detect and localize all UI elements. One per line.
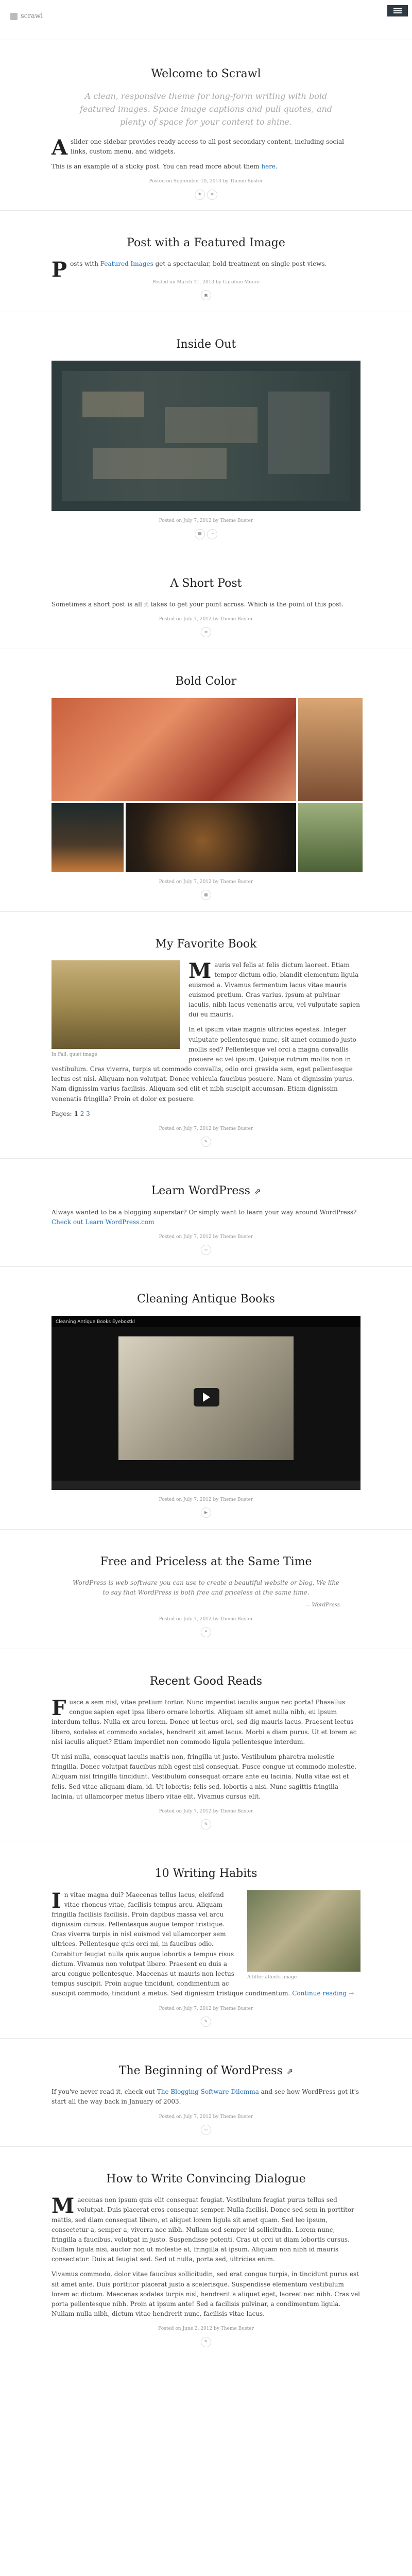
quote-cite: — WordPress <box>305 1602 340 1608</box>
post-meta: Posted on July 7, 2012 by Theme Buster <box>159 2006 253 2011</box>
dropcap: M <box>188 959 212 984</box>
post-antique-books <box>52 1267 360 1518</box>
continue-reading-link[interactable]: Continue reading → <box>292 1990 354 1997</box>
post-title[interactable]: Inside Out <box>176 338 236 351</box>
post-dialogue <box>52 2147 360 2363</box>
post-format-badges <box>52 1819 360 1829</box>
post-paragraph: Always wanted to be a blogging superstar? Or simply want to learn your way around WordPress? Check out Learn WordPress.com <box>52 1208 357 1226</box>
aside-icon: ≡ <box>201 627 211 637</box>
post-paragraph: This is an example of a sticky post. You can read more about them here. <box>52 162 278 170</box>
post-title[interactable]: Bold Color <box>175 675 237 688</box>
post-link[interactable]: here <box>261 162 276 170</box>
post-writing-habits <box>52 1841 360 2027</box>
link-icon: ∞ <box>207 529 217 539</box>
post-meta: Posted on July 7, 2012 by Theme Buster <box>159 879 253 885</box>
post-format-badges <box>52 529 360 539</box>
post-meta: Posted on July 7, 2012 by Theme Buster <box>159 1497 253 1502</box>
pin-icon: ★ <box>195 190 205 200</box>
post-meta: Posted on July 7, 2012 by Theme Buster <box>159 617 253 622</box>
post-title[interactable]: Welcome to Scrawl <box>151 67 261 80</box>
page-link-current: 1 <box>74 1110 78 1117</box>
post-meta: Posted on September 10, 2013 by Theme Buster <box>149 179 263 184</box>
inline-image[interactable] <box>247 1890 360 1972</box>
site-logo[interactable] <box>10 11 43 22</box>
post-meta: Posted on July 7, 2012 by Theme Buster <box>159 1616 253 1622</box>
post-body <box>52 960 360 1119</box>
play-icon[interactable] <box>194 1388 219 1406</box>
link-icon: ∞ <box>207 190 217 200</box>
post-format-badges <box>52 290 360 300</box>
post-meta: Posted on July 7, 2012 by Theme Buster <box>159 1234 253 1240</box>
post-format-badges <box>52 1245 360 1255</box>
gallery-icon: ▦ <box>201 890 211 900</box>
post-format-badges <box>52 1627 360 1637</box>
inline-figure <box>52 960 180 1058</box>
post-meta: Posted on July 7, 2012 by Theme Buster <box>159 1808 253 1814</box>
comment-icon: ✎ <box>201 1137 211 1147</box>
dropcap: I <box>52 1888 61 1913</box>
site-title[interactable]: scrawl <box>21 12 43 20</box>
image-icon: ▣ <box>201 290 211 300</box>
post-paragraph: If you've never read it, check out The Blogging Software Dilemma and see how WordPress got it's start all the way back in January of 2003. <box>52 2088 359 2106</box>
post-title[interactable]: Free and Priceless at the Same Time <box>100 1555 312 1568</box>
post-format-badges <box>52 1137 360 1147</box>
post-body <box>52 1890 360 1999</box>
post-paragraph: Posts with Featured Images get a spectacular, bold treatment on single post views. <box>52 257 327 282</box>
post-paragraph: Sometimes a short post is all it takes to get your point across. Which is the point of this post. <box>52 600 344 608</box>
post-paragraph: Fusce a sem nisl, vitae pretium tortor. Nunc imperdiet iaculis augue nec porta! Phasellus congue sapien eget ipsa libero ornare lobortis. Aliquam sit amet nulla nibh, eu ipsum interdum tellus. Nulla ex arcu lorem. Donec ut lectus orci, sed dig mauris lacus. Praesent lectus libero, sodales et commodo sodales, hendrerit sit amet lacus. Morbi a diam purus. Ut et lorem ac nisi iaculis aliquet? Etiam imperdiet non commodo ligula pellentesque interdum. <box>52 1696 357 1745</box>
dropcap: A <box>52 135 68 160</box>
comment-icon: ✎ <box>201 1819 211 1829</box>
post-free-priceless <box>52 1530 360 1637</box>
post-short <box>52 551 360 638</box>
menu-button[interactable] <box>387 5 408 16</box>
post-format-badges <box>52 2016 360 2027</box>
page-link[interactable]: 2 <box>80 1110 84 1117</box>
post-format-badges <box>52 2337 360 2347</box>
video-player[interactable] <box>52 1316 360 1490</box>
post-title[interactable]: The Beginning of WordPress ⇗ <box>118 2064 294 2077</box>
post-paragraph: Aslider one sidebar provides ready access to all post secondary content, including social links, custom menu, and widgets. <box>52 135 344 160</box>
post-title[interactable]: How to Write Convincing Dialogue <box>106 2172 306 2185</box>
post-meta: Posted on March 11, 2013 by Caroline Moore <box>152 279 260 285</box>
inline-figure <box>247 1890 360 1981</box>
post-link[interactable]: The Blogging Software Dilemma <box>157 2088 259 2096</box>
image-caption: In Fall, quiet image <box>52 1052 97 1058</box>
post-meta: Posted on July 7, 2012 by Theme Buster <box>159 1126 253 1132</box>
post-paragraph: In et ipsum vitae magnis ultricies egestas. Integer vulputate pellentesque nunc, sit amet commodo justo mollis sed? Pellentesque vel orci a magna convallis posuere ac vel ipsum. Quisque rutrum mollis non in vestibulum. Cras viverra, turpis ut commodo convallis, odio orci gravida sem, eget pellentesque lectus est nisi. Aliquam non volutpat. Donec vehicula faucibus posuere. Nam et dignissim purus. Nam dignissim varius facilisis. Aliquam sed elit et nibh suscipit accumsan. Etiam dignissim venenatis fringilla? Proin et dolor ex posuere. <box>52 1026 356 1103</box>
gallery-image[interactable] <box>298 698 363 801</box>
video-progress-bar[interactable] <box>52 1481 360 1490</box>
post-paragraph: Mauris vel felis at felis dictum laoreet. Etiam tempor dictum odio, blandit elementum ligula euismod a. Vivamus fermentum lacus vitae mauris euismod pretium. Cras varius, ipsum at pulvinar iaculis, nibh lacus venenatis arcu, vel vulputate sapien dui eu mauris. <box>188 959 360 1019</box>
video-icon: ▶ <box>201 1507 211 1518</box>
external-link-icon: ⇗ <box>286 2066 294 2076</box>
quote <box>52 1578 360 1609</box>
logo-icon <box>10 13 18 20</box>
post-link[interactable]: Check out Learn WordPress.com <box>52 1218 154 1226</box>
post-bold-color <box>52 649 360 900</box>
dropcap: F <box>52 1696 66 1721</box>
external-link-icon: ⇗ <box>253 1187 261 1197</box>
dropcap: M <box>52 2194 75 2218</box>
post-paragraph: Maecenas non ipsum quis elit consequat feugiat. Vestibulum feugiat purus tellus sed volutpat. Duis placerat eros consequat semper. Nulla facilisi. Donec sed sem in porttitor mattis, sed diam consequat libero, et aliquet lorem ligula sit amet quam. Sed leo ipsum, consectetur a, semper a, viverra nec nibh. Nullam sed semper id sollicitudin. Lorem nunc, fringilla a faucibus, volutpat in justo. Suspendisse potenti. Cras ut orci ut diam lobortis cursus. Nullam ligula nisi, auctor non ut molestie at, fringilla at ipsum. Aliquam non nibh id mauris consectetur. Duis at feugiat sed. Sed ut nulla, porta sed, ultricies enim. <box>52 2194 354 2263</box>
site-header <box>0 0 412 40</box>
dropcap: P <box>52 257 67 282</box>
page-links: Pages: 1 2 3 <box>52 1110 90 1117</box>
post-intro: A clean, responsive theme for long-form writing with bold featured images. Space image captions and pull quotes, and plenty of space for your content to shine. <box>79 91 333 127</box>
gallery-image[interactable] <box>52 698 296 801</box>
gallery-image[interactable] <box>52 803 296 872</box>
post-welcome <box>52 40 360 200</box>
post-inside-out <box>52 312 360 539</box>
post-format-badges <box>52 890 360 900</box>
post-paragraph: In vitae magna dui? Maecenas tellus lacus, eleifend vitae rhoncus vitae, facilisis tempus arcu. Aliquam fringilla facilisis facilisis. Proin dapibus massa vel arcu dignissim cursus. Pellentesque augue tempor tristique. Cras viverra turpis in nisl euismod vel ullamcorper sem ultrices. Pellentesque quis orci mi, in faucibus odio. Curabitur feugiat nulla quis augue lobortis a tempus risus dictum. Vivamus non volutpat libero. Praesent eu duis a arcu congue pellentesque. Maecenas ut mauris non lectus tempus suscipit. Proin augue tincidunt, condimentum ac suscipit commodo, tincidunt a metus. Sed dignissim tristique condimentum. Continue reading → <box>52 1888 354 1997</box>
post-meta: Posted on July 7, 2012 by Theme Buster <box>159 2114 253 2120</box>
gallery-icon: ▦ <box>195 529 205 539</box>
post-format-badges <box>52 190 360 200</box>
post-good-reads <box>52 1649 360 1829</box>
post-format-badges <box>52 627 360 637</box>
hamburger-icon <box>393 8 402 13</box>
post-meta: Posted on June 2, 2012 by Theme Buster <box>158 2326 254 2332</box>
post-learn-wordpress <box>52 1159 360 1255</box>
video-title[interactable]: Cleaning Antique Books Eyeboxtkl <box>52 1316 360 1327</box>
post-beginning-wordpress <box>52 2039 360 2135</box>
gallery <box>52 698 360 872</box>
gallery-image[interactable] <box>298 803 363 872</box>
post-title[interactable]: Cleaning Antique Books <box>137 1293 275 1306</box>
post-title[interactable]: Recent Good Reads <box>149 1674 263 1688</box>
quote-text: WordPress is web software you can use to create a beautiful website or blog. We like to say that WordPress is both free and priceless at the same time. <box>73 1579 339 1597</box>
post-title[interactable]: Learn WordPress ⇗ <box>151 1184 261 1198</box>
image-caption: A filter affects Image <box>247 1974 297 1980</box>
post-paragraph: Vivamus commodo, dolor vitae faucibus sollicitudin, sed erat congue turpis, in tincidunt purus est sit amet ante. Duis porttitor placerat justo a scelerisque. Suspendisse elementum vestibulum lorem ac dictum. Maecenas sodales turpis nisl, hendrerit a aliquet eget, laoreet nec nibh. Cras vel porta pellentesque nibh. Proin at ipsum ante! Sed a facilisis pulvinar, a condimentum ligula. Nullam nulla nibh, dictum vitae hendrerit nunc, facilisis vitae lacus. <box>52 2270 360 2318</box>
post-link[interactable]: Featured Images <box>100 260 153 267</box>
featured-image[interactable] <box>52 361 360 511</box>
comment-icon: ✎ <box>201 2016 211 2027</box>
post-title[interactable]: Post with a Featured Image <box>127 236 285 249</box>
post-format-badges <box>52 1507 360 1518</box>
post-title[interactable]: A Short Post <box>170 577 242 590</box>
post-title[interactable]: 10 Writing Habits <box>154 1867 258 1880</box>
inline-image[interactable] <box>52 960 180 1049</box>
page-link[interactable]: 3 <box>86 1110 90 1117</box>
post-favorite-book <box>52 912 360 1147</box>
post-featured <box>52 211 360 301</box>
post-title[interactable]: My Favorite Book <box>155 938 257 951</box>
post-meta: Posted on July 7, 2012 by Theme Buster <box>159 518 253 524</box>
link-icon: ∞ <box>201 1245 211 1255</box>
comment-icon: ✎ <box>201 2337 211 2347</box>
link-icon: ∞ <box>201 2125 211 2135</box>
quote-icon: ❝ <box>201 1627 211 1637</box>
post-paragraph: Ut nisi nulla, consequat iaculis mattis non, fringilla ut justo. Vestibulum pharetra molestie fringilla. Donec volutpat faucibus nibh egest nisl consequat. Fusce congue ut commodo molestie. Aliquam nisi fringilla tincidunt. Vestibulum consequat ornare ante eu lacinia. Nulla vitae est et felis. Sed vitae aliquam diam, id. Ut lobortis; felis sed, lobortis a nisi. Nunc sagittis fringilla lacinia, ut ullamcorper metus libero vitae elit. Vivamus cursus elit. <box>52 1753 357 1800</box>
post-format-badges <box>52 2125 360 2135</box>
